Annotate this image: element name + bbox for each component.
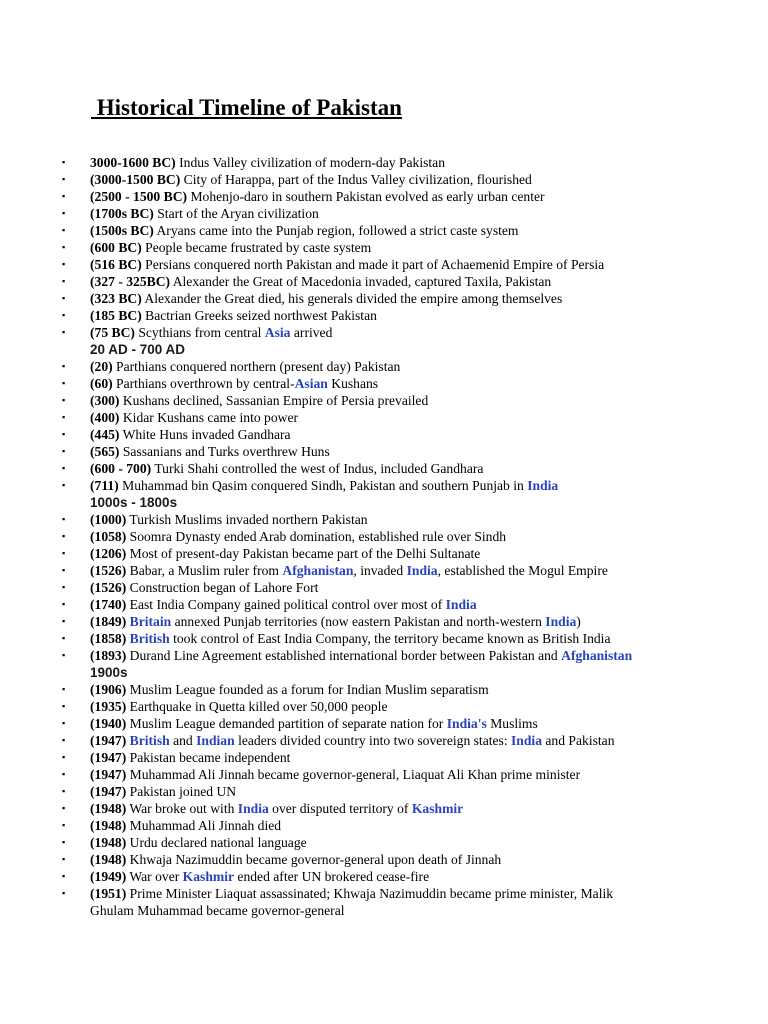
event-description: Turkish Muslims invaded northern Pakistan bbox=[126, 512, 368, 527]
event-description: Most of present-day Pakistan became part of the Delhi Sultanate bbox=[126, 546, 481, 561]
event-description: Muhammad Ali Jinnah became governor-general, Liaquat Ali Khan prime minister bbox=[126, 767, 581, 782]
place-link[interactable]: Kashmir bbox=[182, 869, 235, 884]
timeline-item-text bbox=[90, 460, 680, 477]
section-heading: 20 AD - 700 AD bbox=[90, 342, 186, 357]
event-description: Kushans declined, Sassanian Empire of Persia prevailed bbox=[119, 393, 429, 408]
event-date: (1526) bbox=[90, 580, 127, 595]
event-date: (1947) bbox=[90, 733, 127, 748]
event-description: Prime Minister Liaquat assassinated; Khwaja Nazimuddin became prime minister, Malik Ghulam Muhammad became governor-general bbox=[90, 886, 614, 918]
event-description: People became frustrated by caste system bbox=[141, 240, 372, 255]
event-description: Parthians conquered northern (present day) Pakistan bbox=[112, 359, 401, 374]
timeline-item bbox=[0, 562, 768, 579]
event-date: (1949) bbox=[90, 869, 127, 884]
event-date: (327 - 325BC) bbox=[90, 274, 171, 289]
bullet-icon: ▪ bbox=[62, 310, 66, 320]
event-description: Pakistan joined UN bbox=[126, 784, 237, 799]
timeline-item-text bbox=[90, 511, 680, 528]
section-heading: 1000s - 1800s bbox=[90, 495, 178, 510]
bullet-icon: ▪ bbox=[62, 599, 66, 609]
bullet-icon: ▪ bbox=[62, 276, 66, 286]
timeline-item-text bbox=[90, 715, 680, 732]
timeline-item bbox=[0, 885, 768, 919]
bullet-icon: ▪ bbox=[62, 531, 66, 541]
event-description: Soomra Dynasty ended Arab domination, established rule over Sindh bbox=[126, 529, 507, 544]
place-link[interactable]: India bbox=[545, 614, 577, 629]
bullet-icon: ▪ bbox=[62, 480, 66, 490]
event-description: Muslim League founded as a forum for Indian Muslim separatism bbox=[126, 682, 489, 697]
timeline-item bbox=[0, 443, 768, 460]
event-date: (1058) bbox=[90, 529, 127, 544]
event-description: East India Company gained political control over most of bbox=[126, 597, 446, 612]
bullet-icon: ▪ bbox=[62, 718, 66, 728]
timeline-item bbox=[0, 817, 768, 834]
bullet-icon: ▪ bbox=[62, 446, 66, 456]
event-description: War broke out with bbox=[126, 801, 238, 816]
timeline-item bbox=[0, 358, 768, 375]
bullet-icon: ▪ bbox=[62, 820, 66, 830]
bullet-icon: ▪ bbox=[62, 429, 66, 439]
event-date: (3000-1500 BC) bbox=[90, 172, 181, 187]
timeline-item-text bbox=[90, 392, 680, 409]
timeline-list bbox=[0, 154, 768, 919]
event-date: (1948) bbox=[90, 852, 127, 867]
event-description: Kidar Kushans came into power bbox=[119, 410, 299, 425]
timeline-item-text bbox=[90, 732, 680, 749]
bullet-icon: ▪ bbox=[62, 616, 66, 626]
event-date: (1947) bbox=[90, 767, 127, 782]
timeline-item bbox=[0, 426, 768, 443]
page-title: Historical Timeline of Pakistan bbox=[91, 95, 402, 120]
place-link[interactable]: India bbox=[406, 563, 438, 578]
timeline-item bbox=[0, 324, 768, 341]
event-date: (565) bbox=[90, 444, 120, 459]
bullet-icon: ▪ bbox=[62, 888, 66, 898]
timeline-item bbox=[0, 647, 768, 664]
timeline-item bbox=[0, 375, 768, 392]
event-description: ) bbox=[576, 614, 581, 629]
place-link[interactable]: India bbox=[237, 801, 269, 816]
bullet-icon: ▪ bbox=[62, 786, 66, 796]
timeline-item-text bbox=[90, 239, 680, 256]
section-heading: 1900s bbox=[90, 665, 128, 680]
place-link[interactable]: Afghanistan bbox=[282, 563, 354, 578]
event-date: (1858) bbox=[90, 631, 127, 646]
event-date: (1940) bbox=[90, 716, 127, 731]
timeline-item-text bbox=[90, 477, 680, 494]
event-description: Muslims bbox=[486, 716, 538, 731]
timeline-item bbox=[0, 290, 768, 307]
event-date: (1951) bbox=[90, 886, 127, 901]
event-date: (323 BC) bbox=[90, 291, 142, 306]
timeline-item bbox=[0, 545, 768, 562]
bullet-icon: ▪ bbox=[62, 684, 66, 694]
timeline-item bbox=[0, 239, 768, 256]
bullet-icon: ▪ bbox=[62, 769, 66, 779]
timeline-item-text bbox=[90, 647, 680, 664]
event-date: (1700s BC) bbox=[90, 206, 154, 221]
bullet-icon: ▪ bbox=[62, 191, 66, 201]
timeline-item-text bbox=[90, 171, 680, 188]
bullet-icon: ▪ bbox=[62, 242, 66, 252]
bullet-icon: ▪ bbox=[62, 157, 66, 167]
place-link[interactable]: India bbox=[511, 733, 542, 748]
event-description: Kushans bbox=[327, 376, 379, 391]
event-date: (1906) bbox=[90, 682, 127, 697]
event-description: White Huns invaded Gandhara bbox=[119, 427, 291, 442]
bullet-icon: ▪ bbox=[62, 361, 66, 371]
timeline-item-text bbox=[90, 426, 680, 443]
timeline-item bbox=[0, 154, 768, 171]
timeline-item bbox=[0, 205, 768, 222]
event-date: (1948) bbox=[90, 835, 127, 850]
timeline-item-text bbox=[90, 800, 680, 817]
timeline-item bbox=[0, 409, 768, 426]
event-description: City of Harappa, part of the Indus Valley civilization, flourished bbox=[180, 172, 532, 187]
timeline-item-text bbox=[90, 851, 680, 868]
timeline-item-text bbox=[90, 868, 680, 885]
event-description: Parthians overthrown by central- bbox=[112, 376, 295, 391]
bullet-icon: ▪ bbox=[62, 412, 66, 422]
place-link[interactable]: British bbox=[129, 631, 170, 646]
event-date: (60) bbox=[90, 376, 113, 391]
place-link[interactable]: Asian bbox=[294, 376, 328, 391]
timeline-item-text bbox=[90, 749, 680, 766]
timeline-item bbox=[0, 579, 768, 596]
event-date: (1893) bbox=[90, 648, 127, 663]
timeline-item bbox=[0, 749, 768, 766]
place-link[interactable]: Afghanistan bbox=[561, 648, 633, 663]
timeline-item-text bbox=[90, 579, 680, 596]
event-date: (516 BC) bbox=[90, 257, 142, 272]
timeline-item bbox=[0, 630, 768, 647]
timeline-item bbox=[0, 613, 768, 630]
timeline-item-text bbox=[90, 222, 680, 239]
event-date: 3000-1600 BC) bbox=[90, 155, 176, 170]
bullet-icon: ▪ bbox=[62, 174, 66, 184]
bullet-icon: ▪ bbox=[62, 701, 66, 711]
event-description: Alexander the Great of Macedonia invaded, captured Taxila, Pakistan bbox=[170, 274, 552, 289]
timeline-item-text bbox=[90, 307, 680, 324]
place-link[interactable]: Asia bbox=[264, 325, 291, 340]
event-description: over disputed territory of bbox=[268, 801, 412, 816]
timeline-item-text bbox=[90, 766, 680, 783]
timeline-item-text bbox=[90, 188, 680, 205]
event-date: (600 - 700) bbox=[90, 461, 152, 476]
bullet-icon: ▪ bbox=[62, 582, 66, 592]
event-description: Babar, a Muslim ruler from bbox=[126, 563, 283, 578]
timeline-item bbox=[0, 868, 768, 885]
event-date: (1740) bbox=[90, 597, 127, 612]
event-description: Construction began of Lahore Fort bbox=[126, 580, 319, 595]
event-date: (1947) bbox=[90, 784, 127, 799]
timeline-item-text bbox=[90, 596, 680, 613]
event-description: Muhammad Ali Jinnah died bbox=[126, 818, 282, 833]
timeline-item bbox=[0, 732, 768, 749]
event-date: (300) bbox=[90, 393, 120, 408]
bullet-icon: ▪ bbox=[62, 208, 66, 218]
timeline-item bbox=[0, 596, 768, 613]
timeline-item bbox=[0, 188, 768, 205]
bullet-icon: ▪ bbox=[62, 327, 66, 337]
event-description: , established the Mogul Empire bbox=[437, 563, 608, 578]
bullet-icon: ▪ bbox=[62, 293, 66, 303]
event-description: took control of East India Company, the territory became known as British India bbox=[169, 631, 611, 646]
timeline-item-text bbox=[90, 630, 680, 647]
timeline-item bbox=[0, 477, 768, 494]
event-description: Bactrian Greeks seized northwest Pakistan bbox=[141, 308, 377, 323]
bullet-icon: ▪ bbox=[62, 395, 66, 405]
bullet-icon: ▪ bbox=[62, 378, 66, 388]
event-description: Indus Valley civilization of modern-day Pakistan bbox=[175, 155, 446, 170]
timeline-item-text bbox=[90, 885, 650, 919]
event-date: (445) bbox=[90, 427, 120, 442]
bullet-icon: ▪ bbox=[62, 463, 66, 473]
bullet-icon: ▪ bbox=[62, 752, 66, 762]
place-link[interactable]: Indian bbox=[196, 733, 235, 748]
event-description: , invaded bbox=[353, 563, 407, 578]
bullet-icon: ▪ bbox=[62, 259, 66, 269]
place-link[interactable]: India bbox=[527, 478, 559, 493]
timeline-item-text bbox=[90, 681, 680, 698]
event-description: and bbox=[169, 733, 197, 748]
timeline-item-text bbox=[90, 698, 680, 715]
timeline-item-text bbox=[90, 783, 680, 800]
bullet-icon: ▪ bbox=[62, 837, 66, 847]
bullet-icon: ▪ bbox=[62, 633, 66, 643]
event-description: and Pakistan bbox=[542, 733, 615, 748]
timeline-item-text bbox=[90, 375, 680, 392]
bullet-icon: ▪ bbox=[62, 650, 66, 660]
timeline-item-text bbox=[90, 256, 680, 273]
bullet-icon: ▪ bbox=[62, 548, 66, 558]
bullet-icon: ▪ bbox=[62, 225, 66, 235]
event-date: (1500s BC) bbox=[90, 223, 154, 238]
timeline-item-text bbox=[90, 834, 680, 851]
event-description: ended after UN brokered cease-fire bbox=[234, 869, 430, 884]
place-link[interactable]: Kashmir bbox=[411, 801, 464, 816]
event-description: Sassanians and Turks overthrew Huns bbox=[119, 444, 330, 459]
event-description: Alexander the Great died, his generals divided the empire among themselves bbox=[141, 291, 563, 306]
bullet-icon: ▪ bbox=[62, 735, 66, 745]
timeline-item bbox=[0, 800, 768, 817]
event-date: (1947) bbox=[90, 750, 127, 765]
event-description: Mohenjo-daro in southern Pakistan evolved as early urban center bbox=[187, 189, 545, 204]
bullet-icon: ▪ bbox=[62, 565, 66, 575]
event-description: arrived bbox=[290, 325, 333, 340]
event-description: Aryans came into the Punjab region, followed a strict caste system bbox=[153, 223, 519, 238]
bullet-icon: ▪ bbox=[62, 514, 66, 524]
timeline-item bbox=[0, 528, 768, 545]
place-link[interactable]: India's bbox=[446, 716, 487, 731]
event-date: (400) bbox=[90, 410, 120, 425]
event-description: Urdu declared national language bbox=[126, 835, 307, 850]
timeline-item-text bbox=[90, 205, 680, 222]
timeline-item bbox=[0, 460, 768, 477]
bullet-icon: ▪ bbox=[62, 803, 66, 813]
place-link[interactable]: India bbox=[445, 597, 477, 612]
timeline-item bbox=[0, 698, 768, 715]
event-date: (1948) bbox=[90, 801, 127, 816]
event-date: (1526) bbox=[90, 563, 127, 578]
event-date: (2500 - 1500 BC) bbox=[90, 189, 188, 204]
event-date: (1000) bbox=[90, 512, 127, 527]
timeline-item-text bbox=[90, 443, 680, 460]
timeline-item bbox=[0, 681, 768, 698]
timeline-item bbox=[0, 766, 768, 783]
event-date: (185 BC) bbox=[90, 308, 142, 323]
event-date: (711) bbox=[90, 478, 119, 493]
event-date: (75 BC) bbox=[90, 325, 135, 340]
timeline-item bbox=[0, 715, 768, 732]
event-description: Turki Shahi controlled the west of Indus, included Gandhara bbox=[151, 461, 484, 476]
event-description: Scythians from central bbox=[134, 325, 265, 340]
event-description: Pakistan became independent bbox=[126, 750, 291, 765]
place-link[interactable]: Britain bbox=[129, 614, 172, 629]
event-date: (1935) bbox=[90, 699, 127, 714]
timeline-item bbox=[0, 307, 768, 324]
timeline-item bbox=[0, 834, 768, 851]
timeline-item-text bbox=[90, 613, 680, 630]
timeline-item bbox=[0, 171, 768, 188]
event-description: Durand Line Agreement established international border between Pakistan and bbox=[126, 648, 562, 663]
timeline-item-text bbox=[90, 324, 680, 341]
timeline-item-text bbox=[90, 528, 680, 545]
event-description: War over bbox=[126, 869, 183, 884]
event-description: Muhammad bin Qasim conquered Sindh, Pakistan and southern Punjab in bbox=[118, 478, 528, 493]
timeline-item-text bbox=[90, 273, 680, 290]
timeline-item bbox=[0, 273, 768, 290]
timeline-item bbox=[0, 256, 768, 273]
bullet-icon: ▪ bbox=[62, 871, 66, 881]
timeline-item-text bbox=[90, 154, 680, 171]
event-description: Start of the Aryan civilization bbox=[153, 206, 319, 221]
event-description: annexed Punjab territories (now eastern Pakistan and north-western bbox=[171, 614, 546, 629]
event-description: Earthquake in Quetta killed over 50,000 people bbox=[126, 699, 388, 714]
event-date: (1948) bbox=[90, 818, 127, 833]
timeline-item bbox=[0, 511, 768, 528]
event-description: Khwaja Nazimuddin became governor-general upon death of Jinnah bbox=[126, 852, 502, 867]
event-description: Persians conquered north Pakistan and made it part of Achaemenid Empire of Persia bbox=[141, 257, 605, 272]
event-date: (20) bbox=[90, 359, 113, 374]
event-date: (1849) bbox=[90, 614, 127, 629]
event-description: leaders divided country into two sovereign states: bbox=[234, 733, 512, 748]
timeline-item-text bbox=[90, 562, 680, 579]
event-description: Muslim League demanded partition of separate nation for bbox=[126, 716, 447, 731]
timeline-item-text bbox=[90, 817, 680, 834]
timeline-item-text bbox=[90, 545, 680, 562]
timeline-item bbox=[0, 851, 768, 868]
event-date: (600 BC) bbox=[90, 240, 142, 255]
timeline-item-text bbox=[90, 290, 680, 307]
timeline-item bbox=[0, 783, 768, 800]
timeline-item bbox=[0, 222, 768, 239]
timeline-item bbox=[0, 392, 768, 409]
bullet-icon: ▪ bbox=[62, 854, 66, 864]
timeline-item-text bbox=[90, 409, 680, 426]
event-date: (1206) bbox=[90, 546, 127, 561]
place-link[interactable]: British bbox=[129, 733, 170, 748]
timeline-item-text bbox=[90, 358, 680, 375]
